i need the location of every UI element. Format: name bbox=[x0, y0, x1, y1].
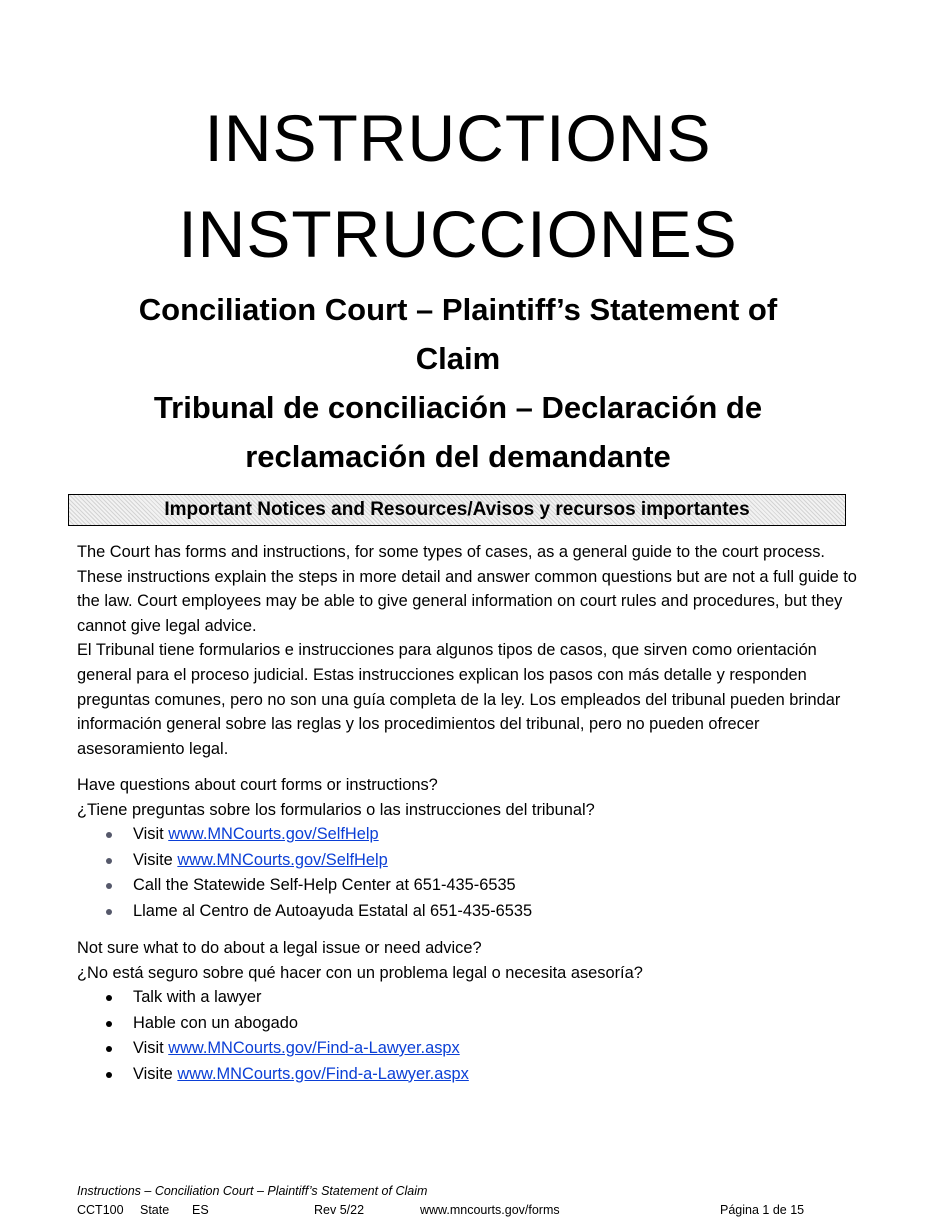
selfhelp-link[interactable]: www.MNCourts.gov/SelfHelp bbox=[168, 825, 379, 843]
legal-help-list bbox=[77, 985, 469, 1087]
bullet-icon bbox=[106, 832, 112, 838]
list-item bbox=[77, 1036, 469, 1062]
forms-question-spanish: ¿Tiene preguntas sobre los formularios o las instrucciones del tribunal? bbox=[77, 800, 595, 819]
bullet-icon bbox=[106, 995, 112, 1001]
legal-help-questions bbox=[77, 936, 857, 985]
bullet-icon bbox=[106, 909, 112, 915]
bullet-icon bbox=[106, 1072, 112, 1078]
bullet-icon bbox=[106, 883, 112, 889]
list-item-text: Hable con un abogado bbox=[133, 1013, 298, 1032]
footer-scope: State bbox=[140, 1203, 170, 1217]
notices-banner bbox=[68, 494, 846, 526]
list-item bbox=[77, 899, 532, 925]
list-item bbox=[77, 1062, 469, 1088]
list-item-text: Visit bbox=[133, 825, 169, 843]
bullet-icon bbox=[106, 1046, 112, 1052]
list-item-text: Visite bbox=[133, 1064, 178, 1083]
legal-question-english: Not sure what to do about a legal issue or need advice? bbox=[77, 939, 482, 957]
list-item bbox=[77, 822, 532, 848]
footer-page-number: Página 1 de 15 bbox=[720, 1203, 805, 1217]
subtitle-english-line2: Claim bbox=[415, 341, 501, 376]
subtitle-spanish-line2: reclamación del demandante bbox=[245, 439, 671, 474]
list-item-text: Visite bbox=[133, 850, 178, 869]
footer-doc-title: Instructions – Conciliation Court – Plaintiff’s Statement of Claim bbox=[77, 1184, 428, 1198]
notices-banner-text: Important Notices and Resources/Avisos y recursos importantes bbox=[164, 499, 750, 520]
list-item bbox=[77, 1011, 469, 1037]
find-lawyer-link[interactable]: www.MNCourts.gov/Find-a-Lawyer.aspx bbox=[168, 1039, 460, 1057]
forms-help-list bbox=[77, 822, 532, 924]
bullet-icon bbox=[106, 858, 112, 864]
list-item-text: Talk with a lawyer bbox=[133, 988, 262, 1006]
list-item bbox=[77, 873, 532, 899]
list-item-text: Visit bbox=[133, 1039, 169, 1057]
subtitle-english-line1: Conciliation Court – Plaintiff’s Statement of bbox=[138, 292, 778, 327]
intro-section bbox=[77, 540, 857, 761]
title-spanish: INSTRUCCIONES bbox=[178, 197, 738, 271]
forms-question-english: Have questions about court forms or instructions? bbox=[77, 776, 438, 794]
intro-english: The Court has forms and instructions, for some types of cases, as a general guide to the court process. These instructions explain the steps in more detail and answer common questions but are not a full guide to the law. Court employees may be able to give general information on court rules and procedures, but they cannot give legal advice. bbox=[77, 543, 857, 635]
bullet-icon bbox=[106, 1021, 112, 1027]
list-item bbox=[77, 985, 469, 1011]
subtitle-spanish-line1: Tribunal de conciliación – Declaración de bbox=[153, 390, 763, 425]
legal-question-spanish: ¿No está seguro sobre qué hacer con un problema legal o necesita asesoría? bbox=[77, 963, 643, 982]
title-english: INSTRUCTIONS bbox=[204, 101, 712, 175]
footer-revision: Rev 5/22 bbox=[314, 1203, 365, 1217]
selfhelp-link-spanish[interactable]: www.MNCourts.gov/SelfHelp bbox=[177, 850, 388, 869]
list-item-text: Call the Statewide Self-Help Center at 651-435-6535 bbox=[133, 876, 516, 894]
footer-language: ES bbox=[192, 1203, 209, 1217]
footer-website: www.mncourts.gov/forms bbox=[420, 1203, 560, 1217]
list-item-text: Llame al Centro de Autoayuda Estatal al 651-435-6535 bbox=[133, 901, 533, 920]
list-item bbox=[77, 848, 532, 874]
footer-form-code: CCT100 bbox=[77, 1203, 124, 1217]
forms-help-questions bbox=[77, 773, 857, 822]
intro-spanish: El Tribunal tiene formularios e instrucciones para algunos tipos de casos, que sirven como orientación general para el proceso judicial. Estas instrucciones explican los pasos con más detalle y responden preguntas comunes, pero no son una guía completa de la ley. Los empleados del tribunal pueden brindar información general sobre las reglas y los procedimientos del tribunal, pero no pueden ofrecer asesoramiento legal. bbox=[77, 641, 841, 758]
find-lawyer-link-spanish[interactable]: www.MNCourts.gov/Find-a-Lawyer.aspx bbox=[177, 1064, 469, 1083]
